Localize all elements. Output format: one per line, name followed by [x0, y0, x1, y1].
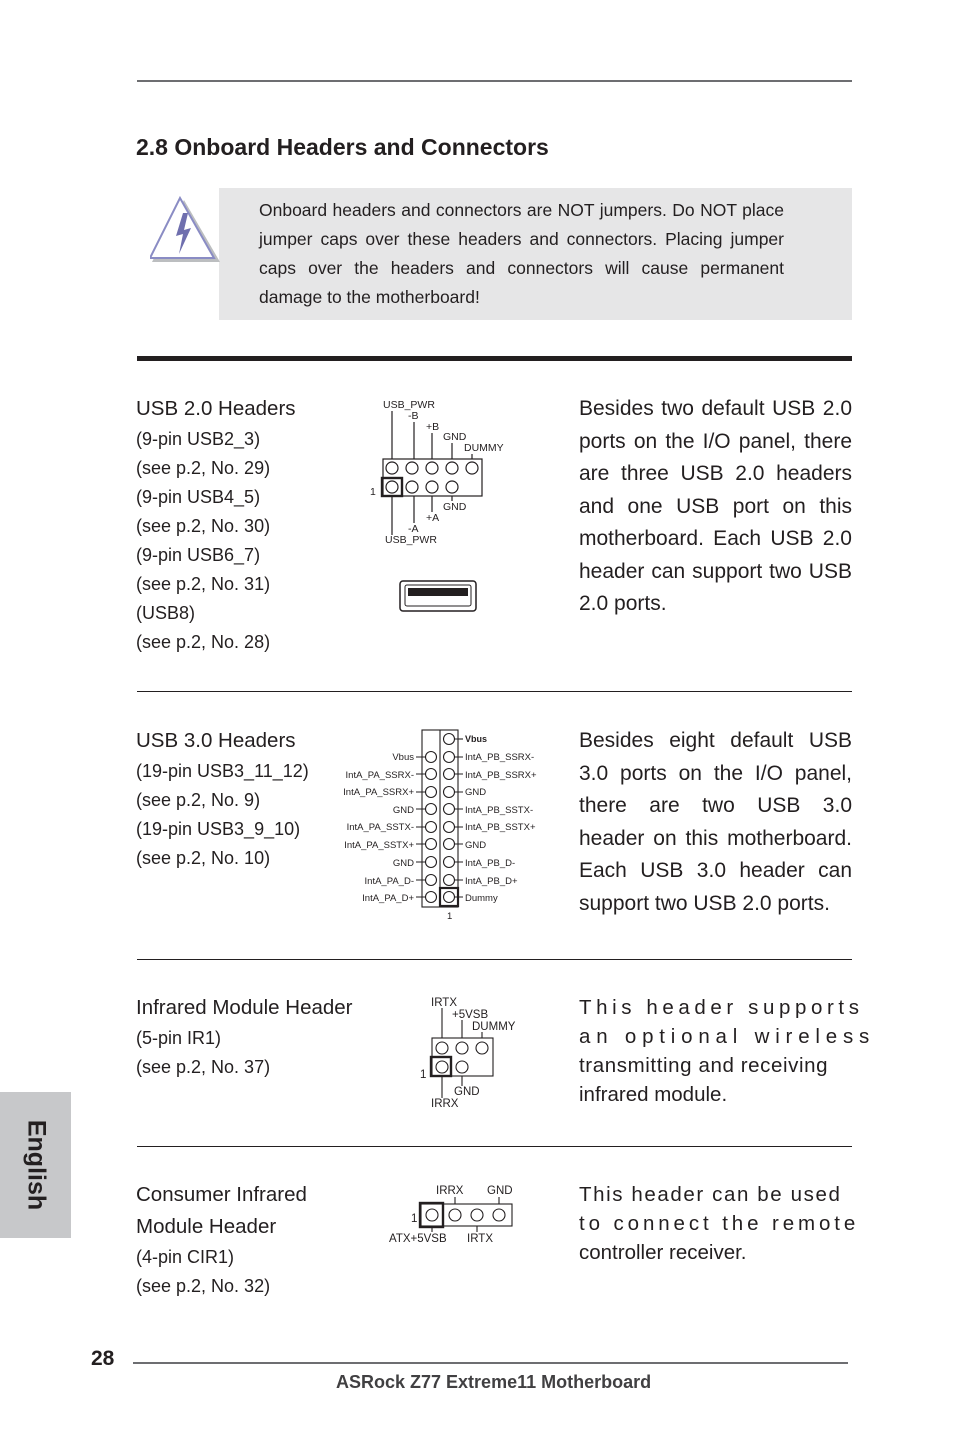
usb2-detail: (9-pin USB4_5) [136, 487, 261, 507]
cir-header-diagram [385, 1180, 525, 1250]
usb3-pin [426, 875, 437, 886]
cir-details [136, 1243, 270, 1301]
usb3-pin [426, 804, 437, 815]
usb3-right-label: Dummy [465, 893, 498, 904]
ir-label-pin1: 1 [420, 1069, 427, 1081]
cir-label-pin1: 1 [411, 1213, 418, 1225]
ir-label-irrx: IRRX [431, 1098, 459, 1110]
usb3-pin [444, 734, 455, 745]
cir-description-line: to connect the remote [579, 1212, 860, 1235]
usb3-right-label: IntA_PB_SSTX- [465, 805, 534, 816]
usb3-description: Besides eight default USB 3.0 ports on the I/O panel, there are two USB 3.0 header on this motherboard. Each USB 3.0 header can support two USB 2.0 ports. [579, 729, 852, 915]
usb2-detail: (see p.2, No. 29) [136, 458, 271, 478]
usb2-label-minus-b: -B [408, 410, 419, 422]
usb3-pin [444, 822, 455, 833]
divider [137, 1146, 852, 1147]
warning-text: Onboard headers and connectors are NOT jumpers. Do NOT place jumper caps over these headers and connectors. Placing jumper caps over the headers and connectors will cause permanent damage to the motherboard! [259, 200, 784, 307]
usb2-detail: (see p.2, No. 28) [136, 632, 271, 652]
usb3-details [136, 757, 309, 873]
usb2-label-gnd-bottom: GND [443, 501, 467, 513]
usb3-left-label: GND [392, 805, 414, 816]
ir-label-irtx: IRTX [431, 997, 457, 1009]
usb3-left-label: IntA_PA_SSRX- [345, 770, 414, 781]
footer-rule [133, 1362, 848, 1364]
usb3-left-label: IntA_PA_SSRX+ [343, 787, 414, 798]
usb3-label-top-vbus: Vbus [465, 734, 488, 744]
ir-title: Infrared Module Header [136, 996, 353, 1019]
usb2-title: USB 2.0 Headers [136, 397, 296, 420]
thick-divider [137, 356, 852, 361]
page-number: 28 [91, 1347, 115, 1370]
usb3-left-label: IntA_PA_D+ [362, 893, 414, 904]
usb3-pin [444, 752, 455, 763]
top-rule [137, 80, 852, 82]
usb2-label-minus-a: -A [408, 523, 419, 535]
usb2-detail: (see p.2, No. 31) [136, 574, 271, 594]
usb2-label-pin1: 1 [370, 486, 376, 498]
usb3-right-label: IntA_PB_D+ [465, 876, 518, 887]
divider [137, 691, 852, 692]
cir-title-line: Module Header [136, 1215, 277, 1238]
usb3-pin [444, 839, 455, 850]
cir-label-irrx: IRRX [436, 1185, 464, 1197]
cir-title-line: Consumer Infrared [136, 1183, 307, 1206]
usb3-right-label: GND [465, 787, 487, 798]
usb3-left-label: Vbus [392, 752, 414, 763]
cir-detail: (4-pin CIR1) [136, 1247, 235, 1267]
usb3-left-label: IntA_PA_SSTX- [346, 822, 414, 833]
ir-label-dummy: DUMMY [472, 1021, 516, 1033]
usb2-detail: (USB8) [136, 603, 196, 623]
ir-description-line: infrared module. [579, 1083, 728, 1106]
cir-title [136, 1179, 307, 1242]
usb-port-icon [399, 580, 479, 614]
language-side-tab [0, 1092, 71, 1238]
usb3-left-label: GND [392, 858, 414, 869]
usb3-pin [444, 857, 455, 868]
usb3-detail: (see p.2, No. 9) [136, 790, 261, 810]
cir-label-irtx: IRTX [467, 1233, 493, 1245]
usb3-label-pin1: 1 [447, 911, 453, 922]
usb3-pin [444, 769, 455, 780]
usb3-pin [426, 839, 437, 850]
usb2-description: Besides two default USB 2.0 ports on the I/O panel, there are three USB 2.0 headers and one USB port on this motherboard. Each USB 2.0 header can support two USB 2.0 ports. [579, 397, 852, 615]
cir-label-atx: ATX+5VSB [389, 1233, 447, 1245]
cir-description-line: This header can be used [579, 1183, 842, 1206]
usb3-pin [426, 769, 437, 780]
usb3-pin [444, 892, 455, 903]
ir-detail: (5-pin IR1) [136, 1028, 222, 1048]
usb2-label-usb-pwr-bottom: USB_PWR [385, 534, 437, 546]
footer-title: ASRock Z77 Extreme11 Motherboard [336, 1372, 652, 1392]
usb2-detail: (9-pin USB6_7) [136, 545, 261, 565]
usb3-left-label: IntA_PA_D- [364, 876, 414, 887]
usb2-label-plus-a: +A [426, 512, 440, 524]
usb3-pin [444, 875, 455, 886]
usb2-label-plus-b: +B [426, 421, 440, 433]
usb3-pin [426, 892, 437, 903]
usb3-pin [444, 787, 455, 798]
usb3-right-label: IntA_PB_SSRX- [465, 752, 535, 763]
cir-description-line: controller receiver. [579, 1241, 747, 1264]
usb2-detail: (see p.2, No. 30) [136, 516, 271, 536]
cir-label-gnd: GND [487, 1185, 513, 1197]
usb3-pin [444, 804, 455, 815]
usb3-right-label: GND [465, 840, 487, 851]
ir-description-line: transmitting and receiving [579, 1054, 829, 1077]
section-title: 2.8 Onboard Headers and Connectors [136, 134, 549, 160]
usb2-label-usb-pwr-top: USB_PWR [383, 399, 435, 411]
usb3-right-label: IntA_PB_D- [465, 858, 516, 869]
cir-detail: (see p.2, No. 32) [136, 1276, 271, 1296]
usb2-detail: (9-pin USB2_3) [136, 429, 261, 449]
usb2-label-gnd-top: GND [443, 431, 467, 443]
ir-label-vsb: +5VSB [452, 1009, 489, 1021]
ir-header-diagram [415, 994, 525, 1112]
usb3-pin [426, 857, 437, 868]
ir-details [136, 1024, 270, 1082]
usb3-detail: (see p.2, No. 10) [136, 848, 271, 868]
usb2-label-dummy: DUMMY [464, 442, 504, 454]
usb3-title: USB 3.0 Headers [136, 729, 296, 752]
ir-detail: (see p.2, No. 37) [136, 1057, 271, 1077]
usb3-pin [426, 752, 437, 763]
usb3-detail: (19-pin USB3_9_10) [136, 819, 301, 839]
usb3-pin [426, 822, 437, 833]
warning-triangle-lightning-icon [150, 196, 224, 266]
usb2-header-diagram [360, 395, 530, 555]
usb3-header-diagram [325, 727, 560, 927]
side-tab-label: English [22, 1119, 50, 1211]
ir-label-gnd: GND [454, 1086, 480, 1098]
usb3-right-label: IntA_PB_SSRX+ [465, 770, 537, 781]
ir-description [579, 993, 876, 1109]
usb2-details [136, 425, 270, 657]
divider [137, 959, 852, 960]
ir-description-line: This header supports [579, 996, 864, 1019]
usb3-left-label: IntA_PA_SSTX+ [344, 840, 414, 851]
usb3-pin [426, 787, 437, 798]
cir-description [579, 1180, 860, 1267]
ir-description-line: an optional wireless [579, 1025, 876, 1048]
usb3-right-label: IntA_PB_SSTX+ [465, 822, 536, 833]
usb3-detail: (19-pin USB3_11_12) [136, 761, 309, 781]
